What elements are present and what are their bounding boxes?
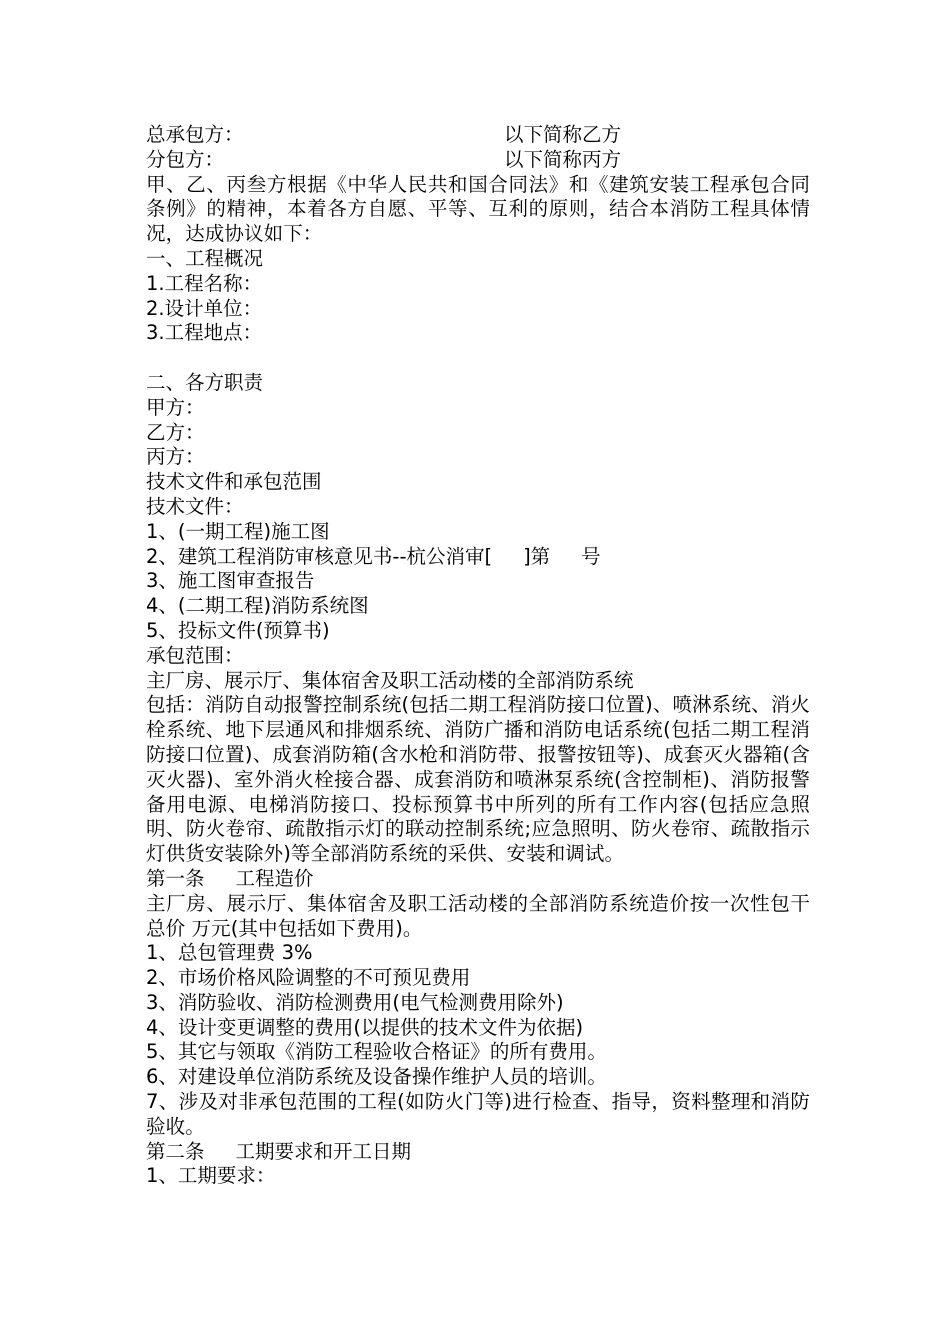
- project-location-item: 3.工程地点：: [146, 321, 263, 345]
- scope-heading: 技术文件和承包范围: [146, 470, 322, 494]
- tech-doc-item: 5、投标文件(预算书): [146, 618, 330, 642]
- contractor-alias: 以下简称乙方: [504, 123, 622, 146]
- intro-paragraph: 甲、乙、丙叁方根据《中华人民共和国合同法》和《建筑安装工程承包合同条例》的精神，本着各方自愿、平等、互利的原则，结合本消防工程具体情况，达成协议如下：: [146, 172, 810, 246]
- party-c-item: 丙方：: [146, 445, 205, 469]
- article1-item: 7、涉及对非承包范围的工程(如防火门等)进行检查、指导，资料整理和消防验收。: [146, 1090, 810, 1138]
- subcontractor-alias: 以下简称丙方: [504, 147, 622, 171]
- article1-item: 5、其它与领取《消防工程验收合格证》的所有费用。: [146, 1040, 607, 1064]
- article1-item: 6、对建设单位消防系统及设备操作维护人员的培训。: [146, 1065, 607, 1089]
- tech-doc-item: 1、(一期工程)施工图: [146, 519, 330, 543]
- tech-docs-label: 技术文件：: [146, 494, 244, 518]
- section2-heading: 二、各方职责: [146, 370, 264, 394]
- design-unit-item: 2.设计单位：: [146, 296, 263, 320]
- scope-label: 承包范围：: [146, 643, 244, 667]
- contractor-row: [146, 123, 810, 148]
- project-name-item: 1.工程名称：: [146, 271, 263, 295]
- tech-doc-item: 3、施工图审查报告: [146, 569, 315, 593]
- party-b-item: 乙方：: [146, 420, 205, 444]
- subcontractor-label: 分包方：: [146, 147, 225, 171]
- tech-doc-item: 4、(二期工程)消防系统图: [146, 594, 369, 618]
- article1-item: 4、设计变更调整的费用(以提供的技术文件为依据): [146, 1015, 584, 1039]
- party-a-item: 甲方：: [146, 395, 205, 419]
- article1-paragraph: 主厂房、展示厅、集体宿舍及职工活动楼的全部消防系统造价按一次性包干总价 万元(其中包括如下费用)。: [146, 891, 810, 940]
- article2-item: 1、工期要求：: [146, 1164, 276, 1188]
- contract-document: [146, 123, 810, 1189]
- section1-heading: 一、工程概况: [146, 246, 264, 270]
- includes-paragraph: 包括：消防自动报警控制系统(包括二期工程消防接口位置)、喷淋系统、消火栓系统、地下层通风和排烟系统、消防广播和消防电话系统(包括二期工程消防接口位置)、成套消防箱(含水枪和消防带、报警按钮等)、成套灭火器箱(含灭火器)、室外消火栓接合器、成套消防和喷淋泵系统(含控制柜)、消防报警备用电源、电梯消防接口、投标预算书中所列的所有工作内容(包括应急照明、防火卷帘、疏散指示灯的联动控制系统;应急照明、防火卷帘、疏散指示灯供货安装除外)等全部消防系统的采供、安装和调试。: [146, 693, 810, 866]
- article2-heading: 第二条 工期要求和开工日期: [146, 1139, 411, 1163]
- scope-text: 主厂房、展示厅、集体宿舍及职工活动楼的全部消防系统: [146, 668, 634, 692]
- tech-doc-item: 2、建筑工程消防审核意见书--杭公消审[ ]第 号: [146, 544, 601, 568]
- contractor-label: 总承包方：: [146, 123, 244, 146]
- subcontractor-row: [146, 148, 810, 173]
- article1-item: 3、消防验收、消防检测费用(电气检测费用除外): [146, 990, 564, 1014]
- article1-heading: 第一条 工程造价: [146, 866, 314, 890]
- article1-item: 1、总包管理费 3%: [146, 941, 313, 965]
- article1-item: 2、市场价格风险调整的不可预见费用: [146, 966, 471, 990]
- blank-line: [146, 346, 810, 371]
